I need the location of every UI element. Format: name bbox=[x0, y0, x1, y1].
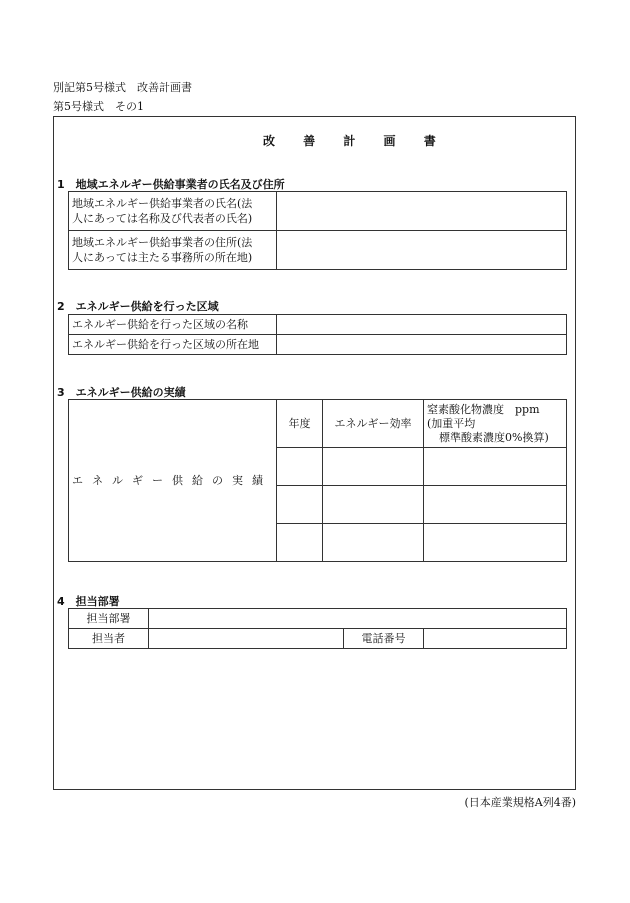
section1-table bbox=[68, 191, 567, 270]
section2-heading: 2 エネルギー供給を行った区域 bbox=[57, 300, 219, 313]
paper-size-note: (日本産業規格A列4番) bbox=[464, 796, 576, 809]
form-header-line1: 別記第5号様式 改善計画書 bbox=[53, 81, 192, 94]
nox-cell-2[interactable] bbox=[424, 486, 567, 524]
person-in-charge-label: 担当者 bbox=[69, 629, 149, 649]
nox-column-header: 窒素酸化物濃度 ppm (加重平均 標準酸素濃度0%換算) bbox=[424, 400, 567, 448]
year-cell-2[interactable] bbox=[277, 486, 323, 524]
phone-number-field[interactable] bbox=[424, 629, 567, 649]
year-cell-3[interactable] bbox=[277, 524, 323, 562]
phone-number-label: 電話番号 bbox=[344, 629, 424, 649]
form-header-line2: 第5号様式 その1 bbox=[53, 100, 144, 113]
area-location-label: エネルギー供給を行った区域の所在地 bbox=[69, 335, 277, 355]
owner-name-field[interactable] bbox=[277, 192, 567, 231]
section2-table bbox=[68, 314, 567, 355]
area-name-label: エネルギー供給を行った区域の名称 bbox=[69, 315, 277, 335]
owner-name-label: 地域エネルギー供給事業者の氏名(法 人にあっては名称及び代表者の氏名) bbox=[69, 192, 277, 231]
department-label: 担当部署 bbox=[69, 609, 149, 629]
nox-cell-3[interactable] bbox=[424, 524, 567, 562]
supply-record-label: エネルギー供給の実績 bbox=[69, 400, 277, 562]
section4-table bbox=[68, 608, 567, 649]
owner-address-field[interactable] bbox=[277, 231, 567, 270]
area-name-field[interactable] bbox=[277, 315, 567, 335]
section4-heading: 4 担当部署 bbox=[57, 595, 120, 608]
efficiency-column-header: エネルギー効率 bbox=[323, 400, 424, 448]
year-cell-1[interactable] bbox=[277, 448, 323, 486]
efficiency-cell-2[interactable] bbox=[323, 486, 424, 524]
owner-address-label: 地域エネルギー供給事業者の住所(法 人にあっては主たる事務所の所在地) bbox=[69, 231, 277, 270]
section3-heading: 3 エネルギー供給の実績 bbox=[57, 386, 186, 399]
efficiency-cell-1[interactable] bbox=[323, 448, 424, 486]
department-field[interactable] bbox=[149, 609, 567, 629]
section1-heading: 1 地域エネルギー供給事業者の氏名及び住所 bbox=[57, 178, 285, 191]
form-title: 改 善 計 画 書 bbox=[263, 134, 448, 148]
year-column-header: 年度 bbox=[277, 400, 323, 448]
efficiency-cell-3[interactable] bbox=[323, 524, 424, 562]
person-in-charge-field[interactable] bbox=[149, 629, 344, 649]
section3-table bbox=[68, 399, 567, 562]
area-location-field[interactable] bbox=[277, 335, 567, 355]
nox-cell-1[interactable] bbox=[424, 448, 567, 486]
